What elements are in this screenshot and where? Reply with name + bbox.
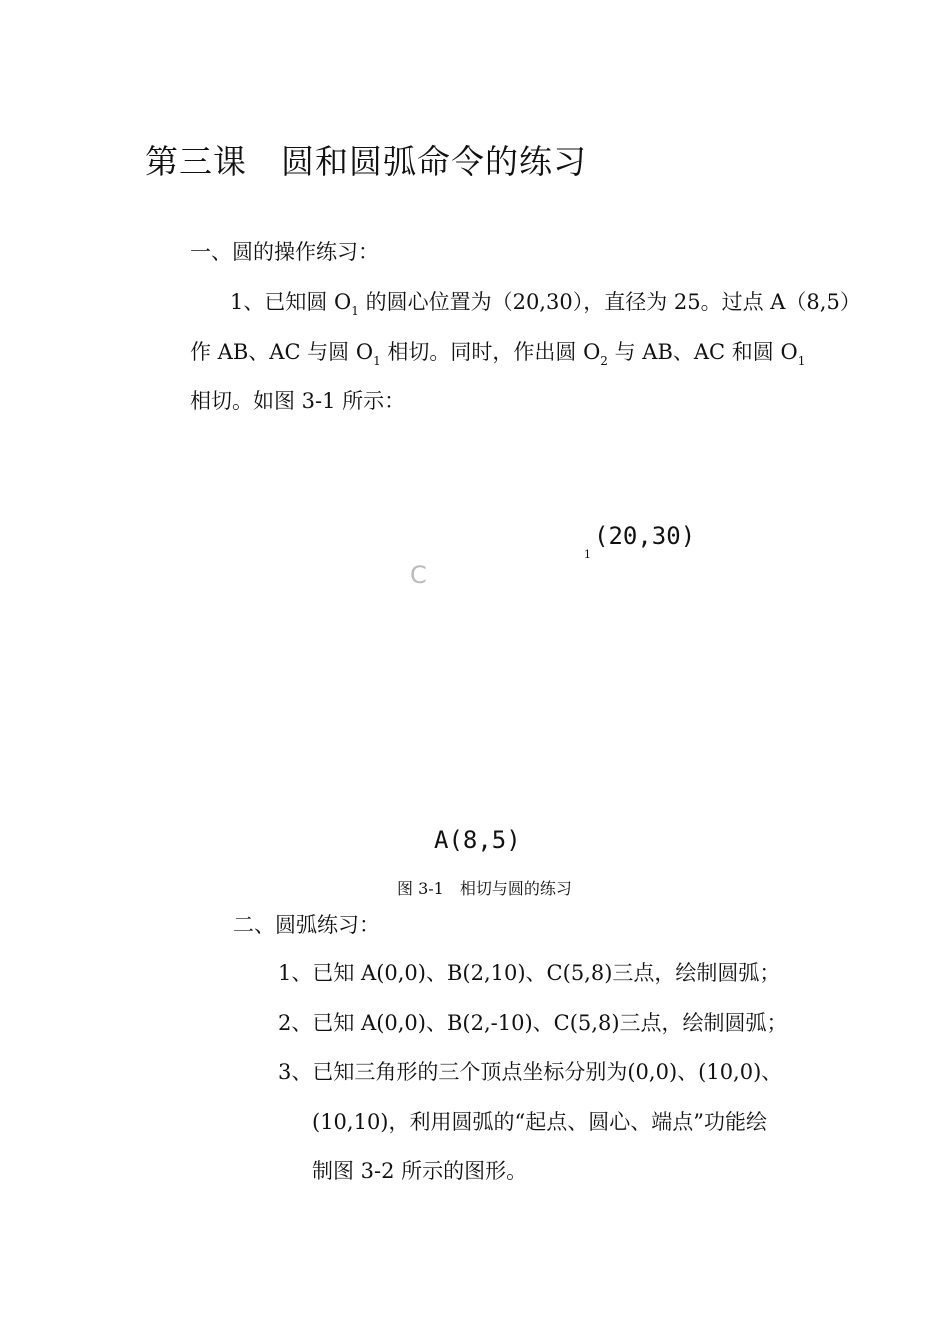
paragraph-line-2 bbox=[190, 337, 805, 367]
figure-point-c-label: C bbox=[410, 561, 427, 589]
list-item-3-line-2: (10,10)，利用圆弧的“起点、圆心、端点”功能绘 bbox=[312, 1110, 767, 1134]
text-span: 与 AB、AC 和圆 O bbox=[607, 340, 798, 364]
list-item-2: 2、已知 A(0,0)、B(2,-10)、C(5,8)三点，绘制圆弧； bbox=[278, 1011, 788, 1035]
figure-caption: 图 3-1 相切与圆的练习 bbox=[397, 879, 572, 898]
section-heading-arc: 二、圆弧练习： bbox=[233, 913, 380, 937]
text-span: 1、已知圆 O bbox=[230, 290, 352, 314]
section-heading-circle: 一、圆的操作练习： bbox=[190, 240, 379, 264]
list-item-1: 1、已知 A(0,0)、B(2,10)、C(5,8)三点，绘制圆弧； bbox=[278, 961, 781, 985]
figure-center-subscript: 1 bbox=[584, 548, 591, 561]
list-item-3-line-3: 制图 3-2 所示的图形。 bbox=[312, 1159, 528, 1183]
subscript: 2 bbox=[600, 354, 608, 368]
subscript: 1 bbox=[797, 354, 806, 368]
text-span: 的圆心位置为（20,30），直径为 25。过点 A（8,5） bbox=[358, 290, 861, 314]
subscript: 1 bbox=[373, 354, 381, 368]
figure-center-label: (20,30) bbox=[594, 522, 696, 550]
paragraph-line-1 bbox=[230, 287, 861, 317]
subscript: 1 bbox=[351, 304, 359, 318]
text-span: 相切。同时，作出圆 O bbox=[380, 340, 601, 364]
page-title: 第三课 圆和圆弧命令的练习 bbox=[145, 142, 587, 181]
list-item-3-line-1: 3、已知三角形的三个顶点坐标分别为(0,0)、(10,0)、 bbox=[278, 1060, 783, 1084]
figure-point-a-label: A(8,5) bbox=[434, 826, 521, 854]
text-span: 作 AB、AC 与圆 O bbox=[190, 340, 374, 364]
paragraph-line-3: 相切。如图 3-1 所示： bbox=[190, 389, 406, 413]
